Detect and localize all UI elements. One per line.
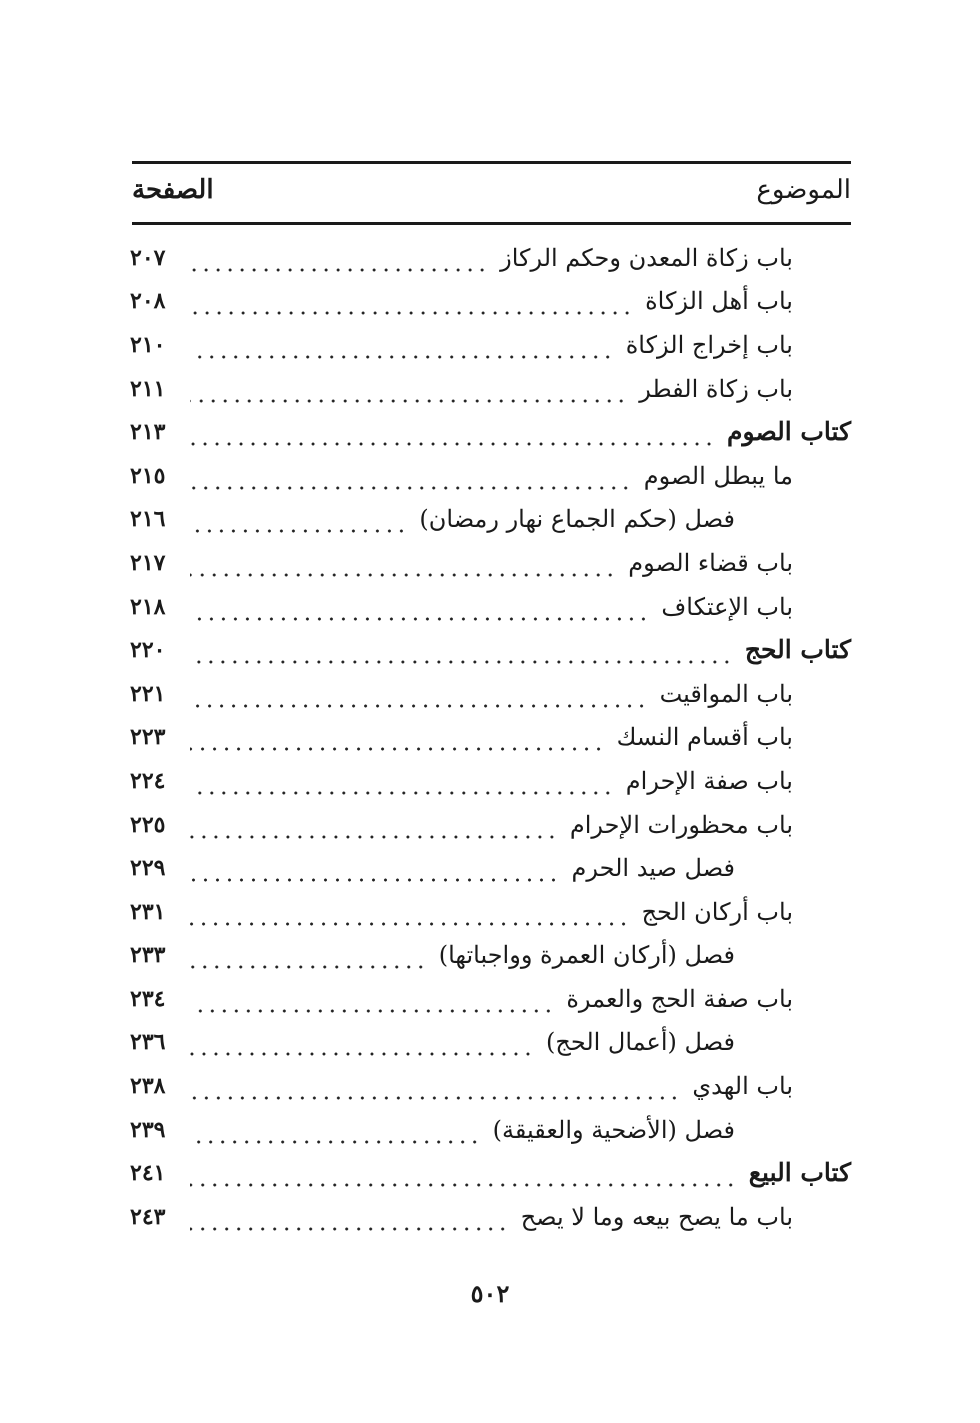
toc-entry-title: باب صفة الحج والعمرة [566,984,793,1013]
toc-entry [130,846,851,890]
toc-entry-title: باب الإعتكاف [661,592,793,621]
toc-entry-title: باب محظورات الإحرام [569,810,793,839]
toc-entry-title: باب ما يصح بيعه وما لا يصح [520,1202,793,1231]
toc-entry-page: ٢٣١ [130,898,166,925]
toc-entry-page: ٢٤١ [130,1160,166,1187]
toc-entry-title: فصل (أركان العمرة وواجباتها) [438,941,735,970]
toc-entry-title: باب زكاة المعدن وحكم الركاز [500,243,793,272]
toc-entry-page: ٢٠٨ [130,288,166,315]
toc-entry-page: ٢١١ [130,375,166,402]
toc-entry-page: ٢١٧ [130,549,166,576]
toc-entry-title: باب أهل الزكاة [645,287,793,316]
toc-entry [130,1195,851,1239]
toc-entry-page: ٢٢٤ [130,767,166,794]
toc-entry [130,628,851,672]
dot-leader [190,805,558,845]
toc-entry-title: كتاب الحج [744,635,851,665]
toc-entry-page: ٢٢١ [130,680,166,707]
page-number: ٥٠٢ [470,1279,510,1308]
toc-entry [130,280,851,324]
toc-entry-page: ٢٣٤ [130,985,166,1012]
toc-entry [130,585,851,629]
dot-leader [190,1197,509,1237]
margin-mark [955,30,965,70]
toc-entry-page: ٢١٥ [130,462,166,489]
toc-entry [130,410,851,454]
toc-entry-title: باب قضاء الصوم [628,548,793,577]
dot-leader [190,587,649,627]
dot-leader [190,369,627,409]
dot-leader [190,1153,737,1193]
toc-entry-title: فصل صيد الحرم [571,854,735,883]
toc-entry-page: ٢٣٣ [130,942,166,969]
toc-entry-title: فصل (أعمال الحج) [545,1028,735,1057]
header-bottom-rule [132,222,851,225]
dot-leader [190,1022,534,1062]
toc-entry-page: ٢١٠ [130,331,166,358]
toc-entry [130,934,851,978]
toc-entry-page: ٢٣٦ [130,1029,166,1056]
toc-entry-page: ٢١٦ [130,506,166,533]
toc-entry-title: باب أقسام النسك [616,723,793,752]
topic-column-label: الموضوع [756,175,851,205]
toc-entry [130,1108,851,1152]
dot-leader [190,848,559,888]
toc-header [132,170,851,212]
dot-leader [190,979,554,1019]
dot-leader [190,1066,680,1106]
toc-entry [130,541,851,585]
toc-entry-page: ٢٠٧ [130,244,166,271]
dot-leader [190,892,630,932]
toc-entry-title: كتاب الصوم [727,417,851,447]
dot-leader [190,935,427,975]
toc-entry [130,672,851,716]
toc-entry-title: باب المواقيت [659,679,793,708]
toc-entry [130,803,851,847]
dot-leader [190,281,633,321]
toc-entry-title: باب زكاة الفطر [639,374,793,403]
dot-leader [190,717,605,757]
dot-leader [190,630,733,670]
toc-entry [130,498,851,542]
toc-entry [130,323,851,367]
dot-leader [190,325,614,365]
dot-leader [190,1110,481,1150]
toc-entry-title: فصل (الأضحية والعقيقة) [492,1115,735,1144]
toc-entry-title: فصل (حكم الجماع نهار رمضان) [419,505,735,534]
dot-leader [190,674,648,714]
toc-entry-page: ٢٢٣ [130,724,166,751]
toc-list [130,236,851,1239]
toc-entry-page: ٢٤٣ [130,1203,166,1230]
header-top-rule [132,161,851,164]
dot-leader [190,412,715,452]
toc-entry [130,1064,851,1108]
dot-leader [190,238,488,278]
toc-entry-title: باب إخراج الزكاة [625,330,793,359]
toc-entry-title: باب صفة الإحرام [625,766,793,795]
toc-entry [130,1021,851,1065]
toc-entry-title: باب أركان الحج [641,897,793,926]
dot-leader [190,761,614,801]
toc-entry-page: ٢٢٩ [130,855,166,882]
toc-entry-page: ٢١٨ [130,593,166,620]
dot-leader [190,499,407,539]
toc-entry [130,759,851,803]
toc-entry [130,977,851,1021]
toc-entry [130,367,851,411]
toc-entry [130,454,851,498]
toc-entry-page: ٢٢٠ [130,637,166,664]
toc-entry-page: ٢٢٥ [130,811,166,838]
dot-leader [190,456,632,496]
page-column-label: الصفحة [132,175,214,205]
toc-entry [130,236,851,280]
toc-entry [130,890,851,934]
toc-entry [130,1151,851,1195]
toc-entry-title: كتاب البيع [748,1158,851,1188]
dot-leader [190,543,616,583]
toc-entry-page: ٢٣٨ [130,1073,166,1100]
toc-entry-title: ما يبطل الصوم [643,461,793,490]
toc-entry-page: ٢١٣ [130,419,166,446]
toc-entry [130,716,851,760]
toc-entry-page: ٢٣٩ [130,1116,166,1143]
toc-entry-title: باب الهدي [692,1072,793,1101]
